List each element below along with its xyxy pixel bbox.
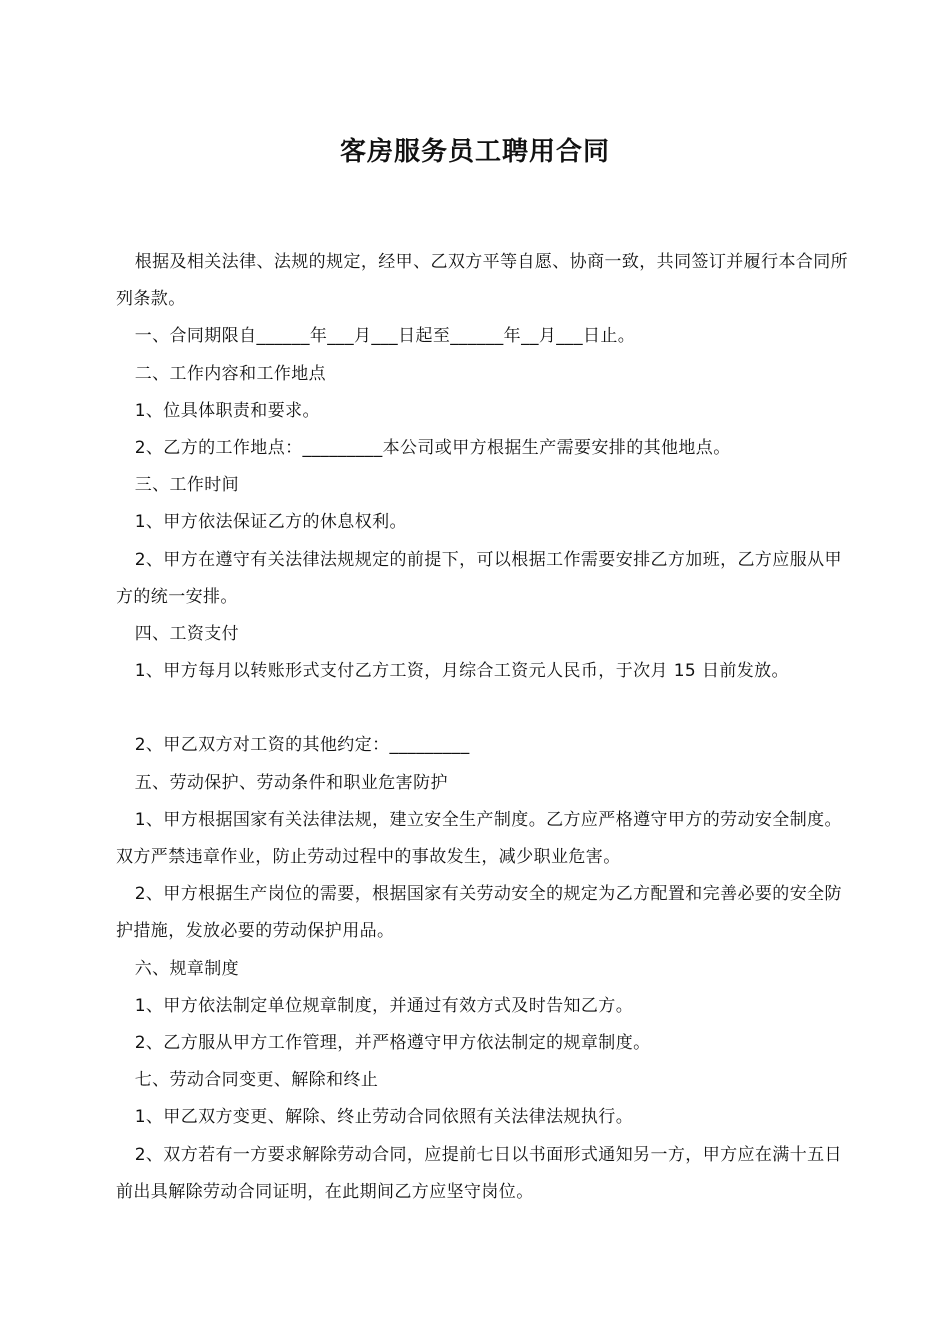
paragraph-change-law: 1、甲乙双方变更、解除、终止劳动合同依照有关法律法规执行。 [134, 1107, 634, 1128]
paragraph-termination-notice: 2、双方若有一方要求解除劳动合同，应提前七日以书面形式通知另一方，甲方应在满十五日前出具解除劳动合同证明，在此期间乙方应坚守岗位。 [116, 1144, 842, 1202]
heading-work-time: 三、工作时间 [134, 475, 240, 496]
paragraph-rules-compliance: 2、乙方服从甲方工作管理，并严格遵守甲方依法制定的规章制度。 [134, 1033, 651, 1054]
paragraph-monthly-wage: 1、甲方每月以转账形式支付乙方工资，月综合工资元人民币，于次月 15 日前发放。 [134, 661, 789, 682]
document-body [116, 244, 854, 1211]
paragraph-other-wage-terms: 2、甲乙双方对工资的其他约定：_________ [134, 735, 470, 756]
heading-labor-protection: 五、劳动保护、劳动条件和职业危害防护 [134, 772, 448, 793]
document-title: 客房服务员工聘用合同 [339, 137, 610, 167]
heading-work-content: 二、工作内容和工作地点 [134, 363, 327, 384]
paragraph-safety-system: 1、甲方根据国家有关法律法规，建立安全生产制度。乙方应严格遵守甲方的劳动安全制度。双方严禁违章作业，防止劳动过程中的事故发生，减少职业危害。 [116, 809, 842, 868]
paragraph-rest-rights: 1、甲方依法保证乙方的休息权利。 [134, 512, 407, 533]
heading-rules: 六、规章制度 [134, 958, 240, 979]
paragraph-work-location: 2、乙方的工作地点：_________本公司或甲方根据生产需要安排的其他地点。 [134, 438, 731, 459]
paragraph-contract-term: 一、合同期限自______年___月___日起至______年__月___日止。 [134, 326, 636, 347]
paragraph-rules-notice: 1、甲方依法制定单位规章制度，并通过有效方式及时告知乙方。 [134, 995, 634, 1016]
heading-wage-payment: 四、工资支付 [134, 624, 240, 645]
paragraph-overtime: 2、甲方在遵守有关法律法规规定的前提下，可以根据工作需要安排乙方加班，乙方应服从甲方的统一安排。 [116, 549, 842, 607]
paragraph-protective-measures: 2、甲方根据生产岗位的需要，根据国家有关劳动安全的规定为乙方配置和完善必要的安全防护措施，发放必要的劳动保护用品。 [116, 884, 842, 942]
paragraph-preamble: 根据及相关法律、法规的规定，经甲、乙双方平等自愿、协商一致，共同签订并履行本合同所列条款。 [116, 252, 849, 310]
paragraph-duties: 1、位具体职责和要求。 [134, 400, 320, 421]
heading-contract-changes: 七、劳动合同变更、解除和终止 [134, 1070, 379, 1091]
